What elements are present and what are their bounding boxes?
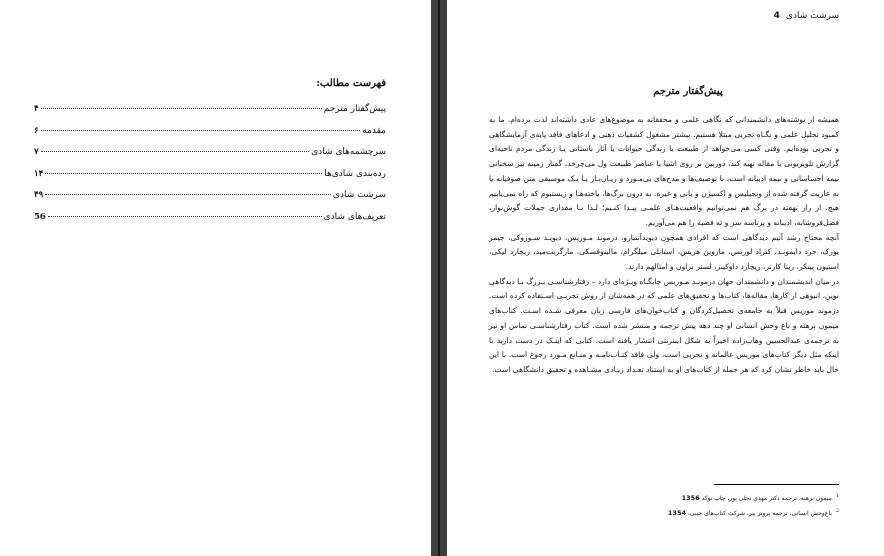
toc-entry-page: ۱۴ xyxy=(34,168,44,179)
toc-leader-dots xyxy=(41,151,310,152)
gutter-spine-line xyxy=(438,0,440,556)
toc-entry-title: سرچشمه‌های شادی xyxy=(311,147,386,157)
toc-entry-page: ۴۹ xyxy=(34,190,44,200)
toc-entry-title: مقدمه xyxy=(362,125,386,136)
body-text xyxy=(489,113,839,378)
toc-entry[interactable] xyxy=(34,126,386,148)
toc-leader-dots xyxy=(41,130,361,131)
page-number: 4 xyxy=(773,11,780,21)
footnote-text: باغ‌وحش انسانی، ترجمه پرویز پیر، شرکت کتاب‌های جیبی، xyxy=(687,510,832,517)
toc-entry[interactable] xyxy=(34,104,386,126)
footnote-mark: 1 xyxy=(835,493,839,499)
toc-entry[interactable] xyxy=(34,190,386,212)
footnote xyxy=(479,505,839,520)
paragraph: آنچه محتاج رشد آنیم دیدگاهی است که افرادی همچون دیویدآتنبارو، دزموند مـوریس، دیویـد سـوزوکی، جیمز بورک، جرد دایمونـد، کنراد لورنس، ماروین هریس، استانلی میلگرام، مالینوفسکی، مارگریت‌مید، ریچارد لیکی، استیون پینکر، ریتا کارتر، ریچارد داوکینز، لستر براون و امثالهم دارند. xyxy=(489,232,839,272)
toc-entry-page: ۴ xyxy=(34,104,39,114)
toc-entry[interactable] xyxy=(34,169,386,191)
running-title: سرشت شادی xyxy=(785,11,839,21)
footnote-year: 1354 xyxy=(667,509,686,517)
footnote-mark: 2 xyxy=(835,508,839,514)
footnote-text: میمون برهنه، ترجمه دکتر مهدی تجلی پور، چاپ نوکد xyxy=(701,495,832,502)
toc-entry-title: رده‌بندی شادی‌ها xyxy=(324,168,386,179)
toc-entry-title: سرشت شادی xyxy=(332,190,386,200)
toc-entry-page: 56 xyxy=(34,211,46,222)
toc-entry[interactable] xyxy=(34,147,386,169)
toc-heading: فهرست مطالب: xyxy=(316,78,386,89)
toc-entry[interactable] xyxy=(34,212,386,234)
paragraph: همیشه از نوشته‌های دانشمندانی که نگاهی علمی و محققانه به موضوع‌های عادی داشته‌اند لذت برده‌ام. ما به کمبود تحلیل علمی و نگـاه تجربی مبتلا هستیم. بیشتر مشغول کشفیات ذهنی و ادعاهای فاقد پایه‌ی آزمایشگاهی و تجربی بوده‌ایم. وقتی کسی می‌خواهد از طبیعت یا زندگی حیوانات یا آثار باستانی یـا زندگی مردم ناحیه‌ای گزارش تلویزیونی یا مقاله تهیه کند، دوربین بر روی اشیا یا عناصر طبیعت ول می‌چرخد، گفتار زمینه نیز سخنانی نیمه احساساتی و نیمه ادیبانه است، با توصیف‌ها و مدح‌های بی‌مـورد و زیـان‌بـار یـا یـک موسیقی متن صوفیانه یا به عاریت گرفته شده از ونجیلیس و اکسیژن و یانی و غیره. به درون برگ‌ها، یاخته‌هـا و زیستبوم که راه نمی‌یابیم هیچ، از راز نهفته در برگ هم نمی‌توانیم واقعیت‌هـای علمـی پیـدا کنـیم؛ لـذا بـا مقداری جملات گوش‌نواز، فضل‌فروشانه، ادیبانه و پرتاسه سر و ته قضیه را هم می‌آوریم. xyxy=(489,115,839,227)
toc-entry-title: تعریف‌های شادی xyxy=(323,211,386,222)
toc-leader-dots xyxy=(48,216,322,217)
footnote-rule xyxy=(714,484,839,485)
running-header xyxy=(774,11,839,21)
footnotes xyxy=(479,490,839,520)
toc-list xyxy=(34,104,386,233)
toc-entry-title: پیش‌گفتار مترجم xyxy=(323,104,386,114)
toc-leader-dots xyxy=(41,108,322,109)
section-title: پیش‌گفتار مترجم xyxy=(653,86,723,97)
left-page-toc xyxy=(0,0,431,556)
footnote-year: 1356 xyxy=(681,494,700,502)
paragraph: در میان اندیشمندان و دانشمندان جهان دزمونـد مـوریس جایگـاه ویـژه‌ای دارد – رفتارشناسـی بـزرگ بـا دیدگاهی نوین، انبوهی از کارها، مقاله‌ها، کتاب‌ها و تحقیق‌های علمی که در همه‌شان از روش تجربـی اسـتفاده کرده است. دزموند موریس قبلاً به جامعه‌ی تحصیل‌کردگان و کتاب‌خوان‌های فارسی زبان معرفی شـده اسـت. کتاب‌های میمون برهنه و باغ وحش انسانی او چند دهه پیش ترجمه و منتشر شده است. کتاب رفتارشناسـی تماس او نیز به ترجمه‌ی عبدالحسین وهاب‌زاده اخیراً به شکل اینترنتی انتشار یافته است. کتابی که اینـک در دست دارید با اینکه مثل دیگر کتاب‌های موریس عالمانه و تجربی است، ولی فاقد کتـاب‌نامـه و منـابع مـورد رجوع است. با این حال باید خاطر نشان کرد که هر جمله از کتاب‌های او به استناد تعـداد زیـادی مشـاهده و تحقیق دانشگاهی است. xyxy=(489,276,839,374)
toc-leader-dots xyxy=(45,173,322,174)
toc-entry-page: ۷ xyxy=(34,147,39,157)
toc-leader-dots xyxy=(45,194,331,195)
footnote xyxy=(479,490,839,505)
toc-entry-page: ۶ xyxy=(34,125,39,136)
right-page-content xyxy=(447,0,884,556)
